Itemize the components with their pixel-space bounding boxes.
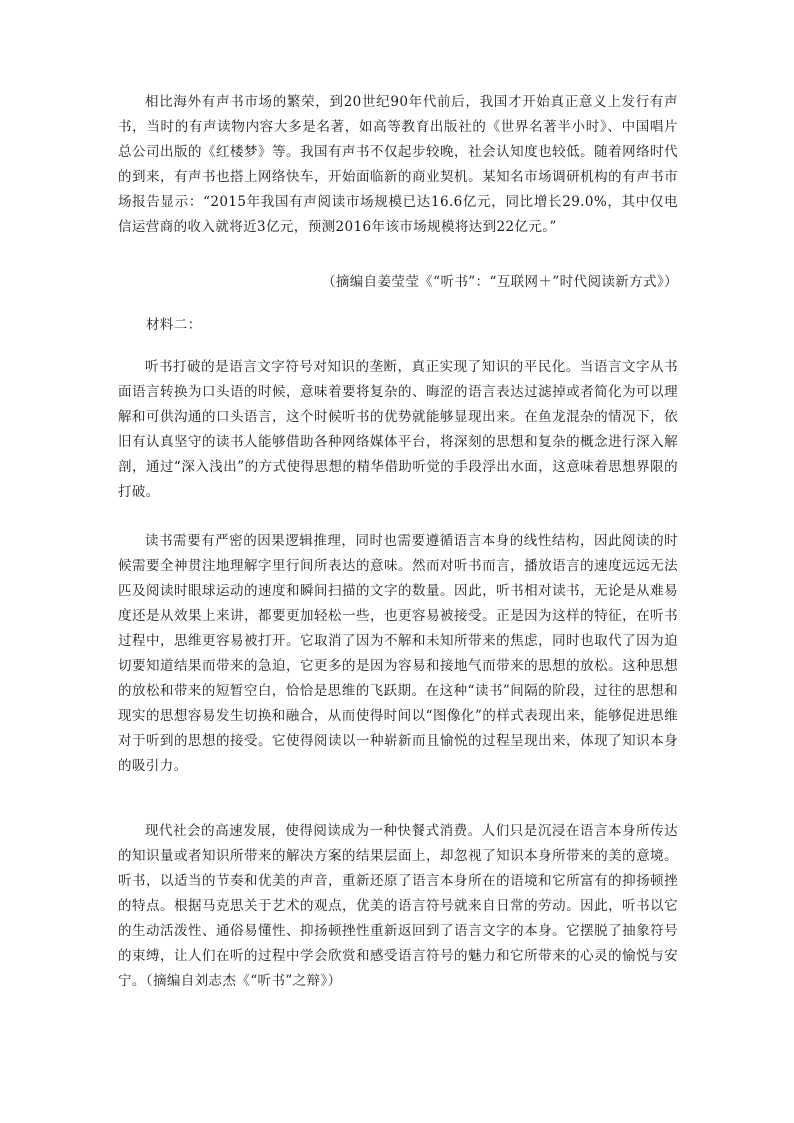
material-two-paragraph-2: 读书需要有严密的因果逻辑推理，同时也需要遵循语言本身的线性结构，因此阅读的时候需要全神贯注地理解字里行间所表达的意味。然而对听书而言，播放语言的速度远远无法匹及阅读时眼球运动的速度和瞬间扫描的文字的数量。因此，听书相对读书，无论是从难易度还是从效果上来讲，都要更加轻松一些，也更容易被接受。正是因为这样的特征，在听书过程中，思维更容易被打开。它取消了因为不解和未知所带来的焦虑，同时也取代了因为迫切要知道结果而带来的急迫，它更多的是因为容易和接地气而带来的思想的放松。这种思想的放松和带来的短暂空白，恰恰是思维的飞跃期。在这种“读书”间隔的阶段，过往的思想和现实的思想容易发生切换和融合，从而使得时间以“图像化”的样式表现出来，能够促进思维对于听到的思想的接受。它使得阅读以一种崭新而且愉悦的过程呈现出来，体现了知识本身的吸引力。 — [118, 533, 678, 774]
material-one-source: （摘编自姜莹莹《“听书”：“互联网＋”时代阅读新方式》） — [321, 274, 678, 290]
material-two-paragraph-1: 听书打破的是语言文字符号对知识的垄断，真正实现了知识的平民化。当语言文字从书面语言转换为口头语的时候，意味着要将复杂的、晦涩的语言表达过滤掉或者简化为可以理解和可供沟通的口头语言，这个时候听书的优势就能够显现出来。在鱼龙混杂的情况下，依旧有认真坚守的读书人能够借助各种网络媒体平台，将深刻的思想和复杂的概念进行深入解剖，通过“深入浅出”的方式使得思想的精华借助听觉的手段浮出水面，这意味着思想界限的打破。 — [118, 359, 678, 500]
material-one-body — [118, 90, 678, 240]
material-two-paragraph-1-block — [118, 355, 678, 505]
material-two-paragraph-3-block — [118, 819, 678, 994]
material-one-paragraph: 相比海外有声书市场的繁荣，到20世纪90年代前后，我国才开始真正意义上发行有声书，当时的有声读物内容大多是名著，如高等教育出版社的《世界名著半小时》、中国唱片总公司出版的《红楼梦》等。我国有声书不仅起步较晚，社会认知度也较低。随着网络时代的到来，有声书也搭上网络快车，开始面临新的商业契机。某知名市场调研机构的有声书市场报告显示：“2015年我国有声阅读市场规模已达16.6亿元，同比增长29.0%，其中仅电信运营商的收入就将近3亿元，预测2016年该市场规模将达到22亿元。” — [118, 94, 678, 235]
material-two-paragraph-3: 现代社会的高速发展，使得阅读成为一种快餐式消费。人们只是沉浸在语言本身所传达的知识量或者知识所带来的解决方案的结果层面上，却忽视了知识本身所带来的美的意境。听书，以适当的节奏和优美的声音，重新还原了语言本身所在的语境和它所富有的抑扬顿挫的特点。根据马克思关于艺术的观点，优美的语言符号就来自日常的劳动。因此，听书以它的生动活泼性、通俗易懂性、抑扬顿挫性重新返回到了语言文字的本身。它摆脱了抽象符号的束缚，让人们在听的过程中学会欣赏和感受语言符号的魅力和它所带来的心灵的愉悦与安宁。（摘编自刘志杰《“听书”之辩》） — [118, 823, 678, 989]
material-two-heading: 材料二： — [146, 317, 202, 333]
material-two-paragraph-2-block — [118, 529, 678, 779]
